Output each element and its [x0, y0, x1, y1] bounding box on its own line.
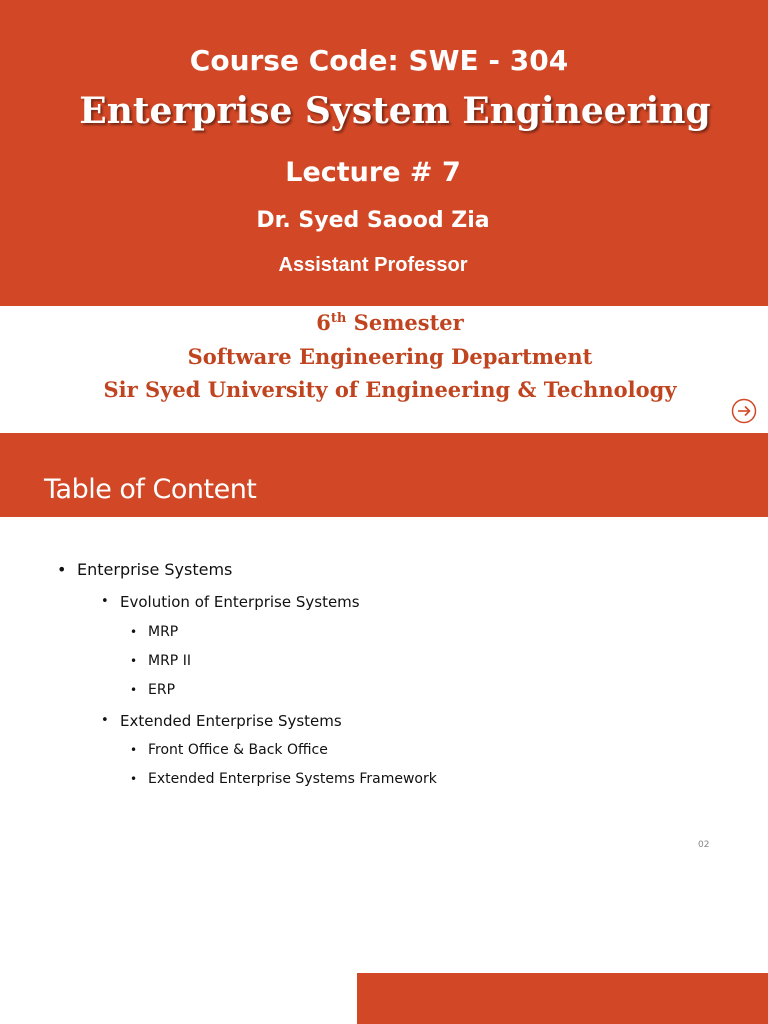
arrow-right-circle-icon[interactable]	[731, 398, 757, 424]
semester-number: 6	[316, 310, 331, 335]
toc-item-text: Extended Enterprise Systems Framework	[148, 771, 437, 787]
toc-item-text: MRP II	[148, 653, 191, 669]
toc-item-text: Extended Enterprise Systems	[120, 712, 342, 730]
bullet-icon: •	[130, 743, 138, 757]
toc-item-text: Front Office & Back Office	[148, 742, 328, 758]
course-code: Course Code: SWE - 304	[189, 44, 569, 77]
toc-item	[130, 771, 437, 787]
toc-item	[101, 593, 360, 611]
toc-item	[130, 742, 328, 758]
semester-label: Semester	[353, 310, 464, 335]
lecture-number: Lecture # 7	[285, 157, 461, 188]
bullet-icon: •	[57, 560, 67, 579]
toc-item	[57, 560, 233, 579]
toc-item-text: ERP	[148, 682, 176, 698]
toc-item-text: Enterprise Systems	[77, 560, 233, 579]
page-number: 02	[698, 840, 710, 850]
instructor-name: Dr. Syed Saood Zia	[256, 208, 490, 233]
bullet-icon: •	[101, 594, 109, 609]
bullet-icon: •	[130, 772, 138, 786]
semester	[0, 310, 768, 335]
bullet-icon: •	[130, 683, 138, 697]
university: Sir Syed University of Engineering & Technology	[103, 377, 677, 402]
toc-item-text: MRP	[148, 624, 179, 640]
bullet-icon: •	[101, 713, 109, 728]
department: Software Engineering Department	[187, 344, 593, 369]
bullet-icon: •	[130, 654, 138, 668]
bullet-icon: •	[130, 625, 138, 639]
footer-accent-bar	[357, 973, 768, 1024]
toc-item-text: Evolution of Enterprise Systems	[120, 593, 360, 611]
semester-suffix: th	[330, 311, 347, 326]
toc-item	[130, 653, 191, 669]
toc-title: Table of Content	[44, 474, 257, 505]
toc-item	[130, 682, 176, 698]
toc-item	[130, 624, 179, 640]
title-slide-banner	[0, 0, 768, 306]
toc-item	[101, 712, 342, 730]
course-title: Enterprise System Engineering	[79, 90, 711, 132]
instructor-designation: Assistant Professor	[278, 254, 468, 276]
